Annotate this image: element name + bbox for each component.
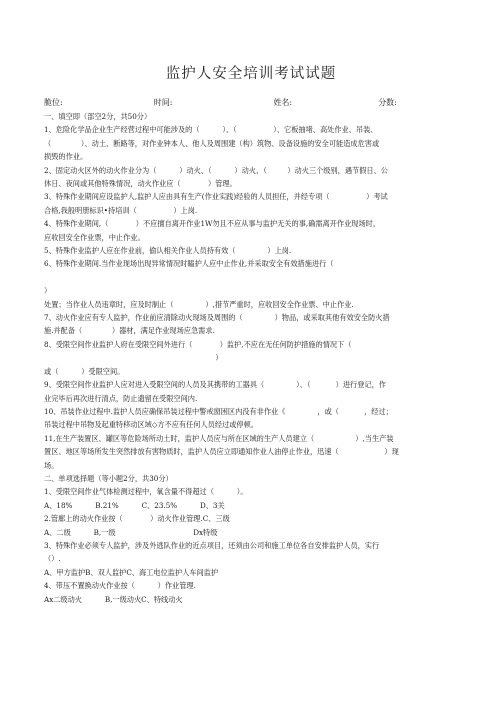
question-line: 6、特殊作业期间.当作业现场出现异常情况时瞌护人应中止作业,并采取安全有效措施进行（ xyxy=(44,259,334,269)
blank-line xyxy=(44,271,458,284)
exam-body xyxy=(44,110,458,606)
question-line: 1、危险化学品企业生产经营过程中可能涉及的（ ）、（ ）、它板抽堵、高处作业、吊装、 xyxy=(44,125,378,135)
name-field: 姓名: xyxy=(273,98,293,107)
section-heading: 一、填空即（部空2分，共50分） xyxy=(44,112,152,121)
question-line: 施.并配备（ ）器材，满足作业现场应急需求. xyxy=(44,326,215,336)
question-line: （）. xyxy=(44,554,61,564)
question-line: 业完毕后再次进行清点，防止遗留在受限空间内. xyxy=(44,393,198,403)
section-heading: 二、单项选择题（等小题2分，共30分） xyxy=(44,473,173,483)
question-line: 2、固定动火区外的动火作业分为（ ）动火、（ ）动火、（ ）动火三个级别，遇节假日、公 xyxy=(44,165,388,175)
score-field: 分数: xyxy=(378,98,397,107)
question-line: A、二级 B,一级 Dx特级 xyxy=(44,527,218,537)
question-line: 置区、地区等场所发生突然排放有害物质时，监护人员应立即通知作业人油停止作业，迅速（ ）现 xyxy=(44,447,399,457)
question-line: 5、特殊作业监护人应在作业前，偷认相关作业人员持有效（ ）上岗. xyxy=(44,246,292,256)
question-line: 3、特殊作业必须专人监护，涉及外逃队作业的近点项目，还须由公司和施工单位各自安排监护人员，实行 xyxy=(44,540,380,550)
question-line: A、甲方监护B、双人监护C、海工电位监护人车间监护 xyxy=(44,567,219,577)
question-line: A、18% B.21% C、23.5% D、3关 xyxy=(44,500,225,510)
exam-info-row xyxy=(44,97,458,108)
question-line: 10、吊装作业过程中.监护人员应确保吊装过程中警戒窗困区内没有非作业《 ，或（ ，经过； xyxy=(44,406,393,416)
exam-title: 监护人安全培训考试试题 xyxy=(165,66,337,82)
question-line: 4、特殊作业期间,（ ）不应擅自离开作业1W勿且不应从事与监护无关的事,确需离开作业现场时， xyxy=(44,219,381,229)
question-line: 7、动火作业应有专人监护，作业前应清除动火现场及周围的（ ）物品，或采取其他有效安全防火措 xyxy=(44,313,390,323)
question-line: ） xyxy=(44,353,223,363)
question-line: ） xyxy=(44,286,52,296)
question-line: Ax二级动火 B,一级动火C、特线动火 xyxy=(44,594,183,604)
question-line: 场。 xyxy=(44,460,59,470)
question-line: 11,在生产装置区、罐区等危险场所动土时，监护人员应与所在区域的生产人员建立（ ）,当生产装 xyxy=(44,433,394,443)
time-field: 时间: xyxy=(153,98,173,107)
unit-field: 脆位: xyxy=(44,98,63,107)
question-line: 2.管廊上的动火作业按（ ）动火作业管理.C、三级 xyxy=(44,514,230,524)
question-line: 休日、夜间或其他特殊情况，动火作业应（ ）管理。 xyxy=(44,179,237,189)
question-line: 应收回安全作业票，中止作业。 xyxy=(44,232,145,242)
question-line: 3、特殊作业期间应设监护人,监护人应由具有生产(作业实践)经验的人员担任，并经专项（ ）考试 xyxy=(44,192,388,202)
question-line: 损毁的作业。 xyxy=(44,152,88,162)
question-line: 合格,我般明册标识•持培训（ ）上岗. xyxy=(44,205,198,215)
question-line: 4、带压不置换动火作业按（ ）作业管理. xyxy=(44,581,196,591)
question-line: 或（ ）受限空间。 xyxy=(44,366,125,376)
question-line: 8、受限空间作业监护人府在受限空间外进行（ ）监护,不应在无任何防护措施的情况下（ xyxy=(44,339,352,349)
question-line: 1、受限空间作业气体检测过程中，氧含量不得超过（ ）。 xyxy=(44,487,248,497)
question-line: 处置；当作业人员违章时，应及时制止（ ）,措节严重时，应收回安全作业票、中止作业. xyxy=(44,299,354,309)
question-line: 吊装过程中吊物及起重特移动区域◇方不应有任何人员经过或停顿。 xyxy=(44,420,258,430)
question-line: （ ）、动土、断路等，对作业钟本人、他人及周围建（构）筑物、设备设施的安全可能造成危害或 xyxy=(44,138,380,148)
question-line: 9、受限空间作业监护人应对进入受限空间的人员及其携带的工器具（ ）、（ ）进行登记，作 xyxy=(44,380,386,390)
